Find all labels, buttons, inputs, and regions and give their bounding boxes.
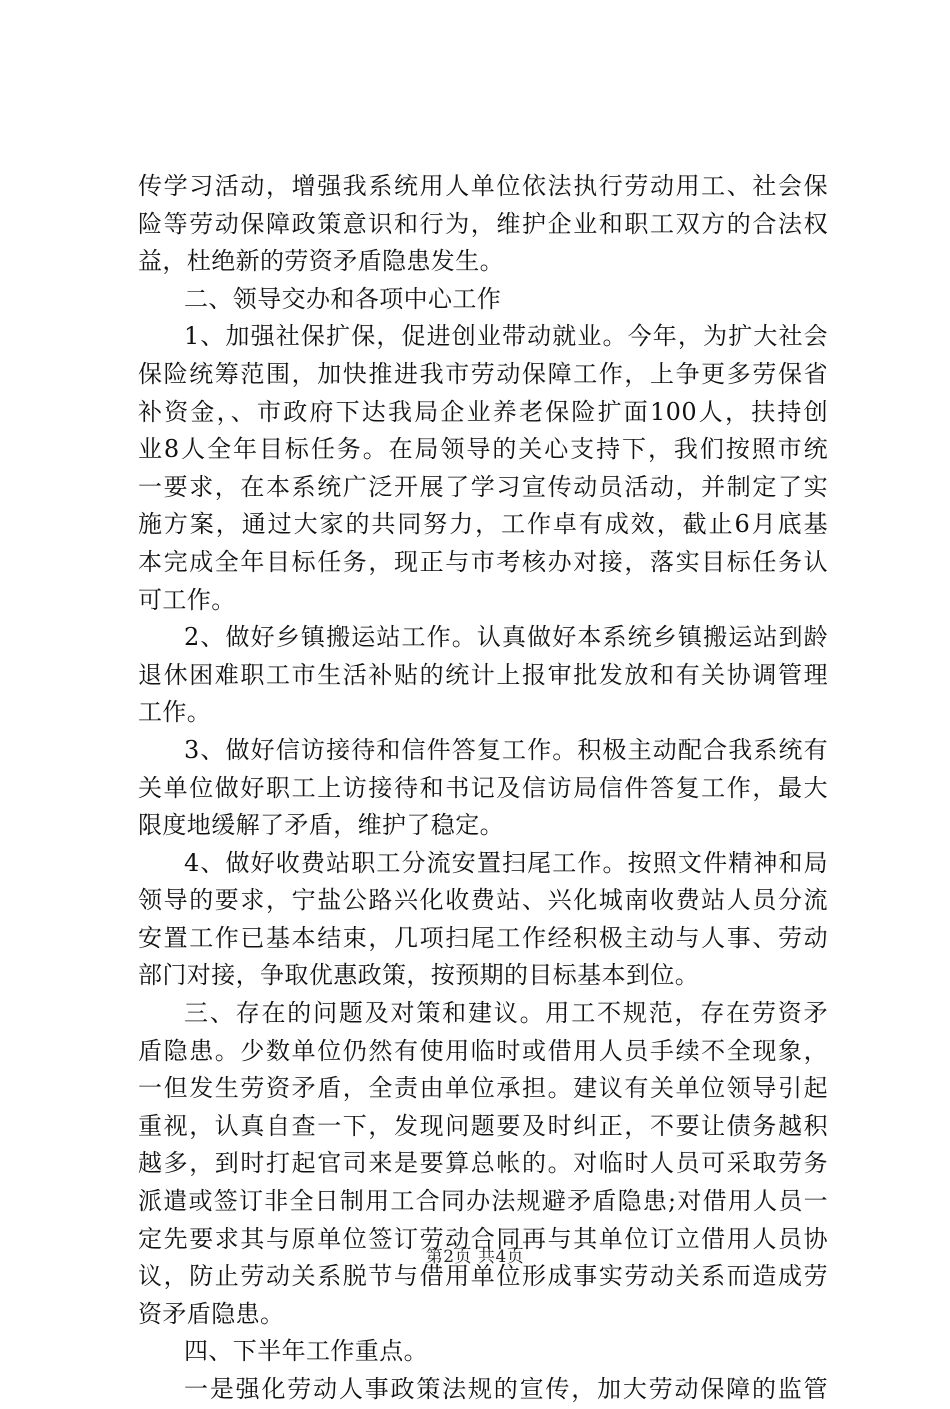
- text-line: 资矛盾隐患。: [138, 1299, 285, 1328]
- text-line: 二、领导交办和各项中心工作: [184, 284, 502, 313]
- text-line: 派遣或签订非全日制用工合同办法规避矛盾隐患;对借用人员一: [138, 1187, 828, 1216]
- text-line: 1、加强社保扩保，促进创业带动就业。今年，为扩大社会: [184, 322, 828, 351]
- text-line: 2、做好乡镇搬运站工作。认真做好本系统乡镇搬运站到龄: [184, 623, 828, 652]
- text-line: 关单位做好职工上访接待和书记及信访局信件答复工作，最大: [138, 773, 828, 802]
- text-line: 可工作。: [138, 585, 236, 614]
- text-line: 盾隐患。少数单位仍然有使用临时或借用人员手续不全现象，: [138, 1036, 828, 1065]
- text-line: 施方案，通过大家的共同努力，工作卓有成效，截止6月底基: [138, 510, 828, 539]
- text-line: 3、做好信访接待和信件答复工作。积极主动配合我系统有: [184, 735, 828, 764]
- text-line: 议，防止劳动关系脱节与借用单位形成事实劳动关系而造成劳: [138, 1262, 828, 1291]
- text-line: 领导的要求，宁盐公路兴化收费站、兴化城南收费站人员分流: [138, 886, 828, 915]
- text-line: 一要求，在本系统广泛开展了学习宣传动员活动，并制定了实: [138, 472, 828, 501]
- text-line: 限度地缓解了矛盾，维护了稳定。: [138, 811, 504, 840]
- text-line: 益，杜绝新的劳资矛盾隐患发生。: [138, 247, 504, 276]
- page-footer: 第2页 共4页: [425, 1247, 525, 1267]
- text-line: 一是强化劳动人事政策法规的宣传，加大劳动保障的监管: [184, 1375, 828, 1403]
- text-line: 保险统筹范围，加快推进我市劳动保障工作，上争更多劳保省: [138, 359, 828, 388]
- text-line: 越多，到时打起官司来是要算总帐的。对临时人员可采取劳务: [138, 1149, 828, 1178]
- text-line: 退休困难职工市生活补贴的统计上报审批发放和有关协调管理: [138, 660, 828, 689]
- text-line: 部门对接，争取优惠政策，按预期的目标基本到位。: [138, 961, 700, 990]
- text-line: 补资金，、市政府下达我局企业养老保险扩面100人，扶持创: [138, 397, 828, 426]
- text-line: 本完成全年目标任务，现正与市考核办对接，落实目标任务认: [138, 547, 828, 576]
- text-line: 安置工作已基本结束，几项扫尾工作经积极主动与人事、劳动: [138, 923, 828, 952]
- text-line: 重视，认真自查一下，发现问题要及时纠正，不要让债务越积: [138, 1111, 828, 1140]
- text-line: 业8人全年目标任务。在局领导的关心支持下，我们按照市统: [138, 435, 828, 464]
- text-line: 定先要求其与原单位签订劳动合同再与其单位订立借用人员协: [138, 1224, 828, 1253]
- text-line: 工作。: [138, 698, 212, 727]
- text-line: 险等劳动保障政策意识和行为，维护企业和职工双方的合法权: [138, 209, 828, 238]
- text-line: 三、存在的问题及对策和建议。用工不规范，存在劳资矛: [184, 999, 828, 1028]
- text-line: 传学习活动，增强我系统用人单位依法执行劳动用工、社会保: [138, 172, 828, 200]
- text-line: 4、做好收费站职工分流安置扫尾工作。按照文件精神和局: [184, 848, 828, 877]
- text-line: 四、下半年工作重点。: [184, 1337, 428, 1366]
- text-line: 一但发生劳资矛盾，全责由单位承担。建议有关单位领导引起: [138, 1074, 828, 1103]
- document-body: [138, 168, 828, 1409]
